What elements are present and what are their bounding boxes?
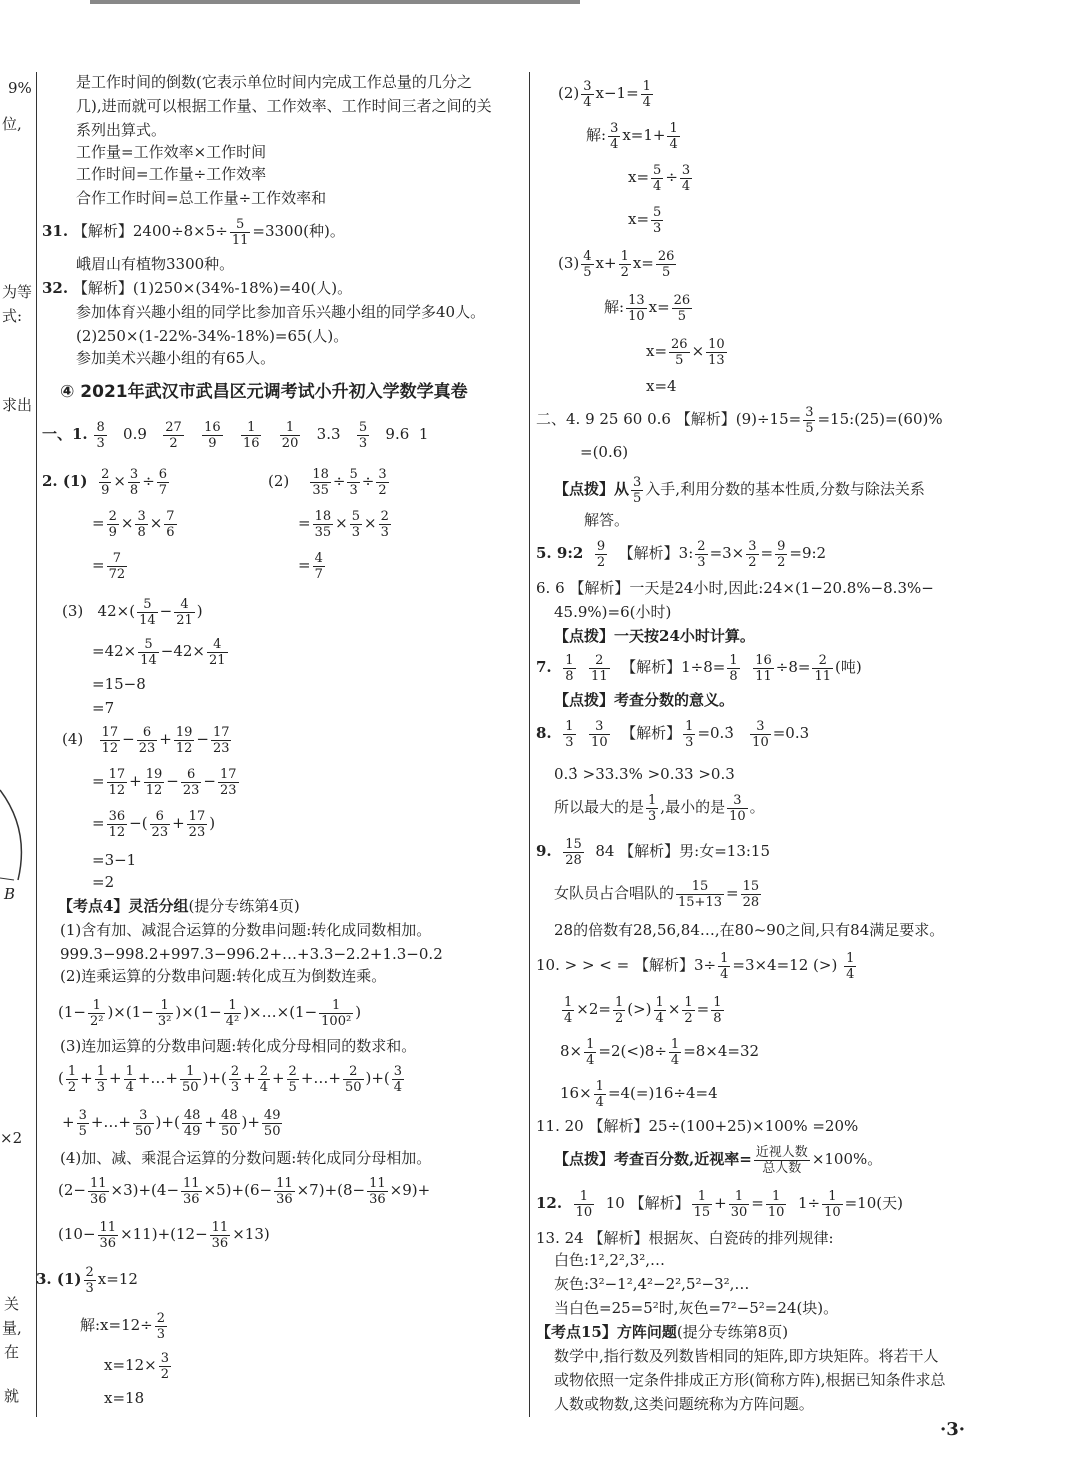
q9-line: 女队员占合唱队的 $\frac{15}{15+13}$ = $\frac{15}{28}$ [554, 878, 760, 910]
q4-line: =(0.6) [580, 443, 629, 461]
kd4-mixed-series: (2− $\frac{11}{36}$ ×3)+(4− $\frac{11}{36}$ ×5)+(6− $\frac{11}{36}$ ×7)+(8− $\frac{11}{36}$ ×9)+ [58, 1175, 431, 1207]
q3-2-step: 解: $\frac{3}{4}$ x=1+ $\frac{1}{4}$ [586, 120, 678, 152]
kd4-line: (4)加、减、乘混合运算的分数问题:转化成同分母相加。 [60, 1149, 432, 1167]
text-line: 合作工作时间=总工作量÷工作效率和 [76, 189, 327, 207]
text-line: 几),进而就可以根据工作量、工作效率、工作时间三者之间的关 [76, 97, 492, 115]
q31-answer: 峨眉山有植物3300种。 [76, 255, 235, 273]
kd4-mixed-series-cont: (10− $\frac{11}{36}$ ×11)+(12− $\frac{11}{36}$ ×13) [58, 1219, 270, 1251]
q10-line: 16× $\frac{1}{4}$ =4(=)16÷4=4 [560, 1078, 718, 1110]
q3-1-result: x=18 [104, 1389, 145, 1407]
q3-2-result: x= $\frac{5}{3}$ [628, 204, 662, 236]
q2-2-result: = $\frac{4}{7}$ [298, 550, 323, 582]
kd4-line: (1)含有加、减混合运算的分数串问题:转化成同数相加。 [60, 921, 432, 939]
q32-line: 【解析】(1)250×(34%-18%)=40(人)。 [72, 279, 353, 297]
q7-tip: 【点拨】考查分数的意义。 [554, 691, 735, 709]
kaodian-4-header: 【考点4】灵活分组(提分专练第4页) [58, 897, 300, 915]
margin-text: B [4, 885, 16, 903]
q13-line: 白色:1²,2²,3²,… [554, 1251, 666, 1269]
margin-text: 就 [4, 1387, 20, 1405]
q2-4-step: = $\frac{17}{12}$ + $\frac{19}{12}$ − $\frac{6}{23}$ − $\frac{17}{23}$ [92, 766, 237, 798]
q6-line: 45.9%)=6(小时) [554, 603, 672, 621]
margin-text: 为等 [2, 283, 33, 301]
question-number: 一、1. [42, 425, 88, 443]
q2-2: (2) $\frac{18}{35}$ ÷ $\frac{5}{3}$ ÷ $\frac{3}{2}$ [268, 466, 387, 498]
q10-line: 8× $\frac{1}{4}$ =2(<)8÷ $\frac{1}{4}$ =8×4=32 [560, 1036, 760, 1068]
text-line: 系列出算式。 [76, 121, 167, 139]
question-number: 31. [42, 222, 69, 240]
kd4-sum-series-cont: + $\frac{3}{5}$ +…+ $\frac{3}{50}$ )+( $\frac{48}{49}$ + $\frac{48}{50}$ )+ $\frac{49}{50}$ [62, 1107, 281, 1139]
kd4-sum-series: ( $\frac{1}{2}$ + $\frac{1}{3}$ + $\frac{1}{4}$ +…+ $\frac{1}{50}$ )+( $\frac{2}{3}$ + $\frac{2}{4}$ + $\frac{2}{5}$ +…+ $\frac{2}{50}$ )+( $\frac{3}{4}$ [58, 1063, 403, 1095]
kd15-line: 人数或物数,这类问题统称为方阵问题。 [554, 1395, 814, 1413]
q5: 5. 9:2 $\frac{9}{2}$ 【解析】3: $\frac{2}{3}$ =3× $\frac{3}{2}$ = $\frac{9}{2}$ =9:2 [536, 538, 827, 570]
margin-text: 9% [8, 79, 32, 97]
margin-text: 式: [2, 307, 23, 325]
text-line: 工作量=工作效率×工作时间 [76, 143, 267, 161]
q2-4-step: = $\frac{36}{12}$ −( $\frac{6}{23}$ + $\frac{17}{23}$ ) [92, 808, 216, 840]
page-number: ·3· [940, 1419, 966, 1440]
fraction: $\frac{5}{11}$ [231, 216, 249, 248]
column-divider [36, 72, 37, 1417]
q3-2-step: x= $\frac{5}{4}$ ÷ $\frac{3}{4}$ [628, 162, 691, 194]
q9-line: 28的倍数有28,56,84…,在80~90之间,只有84满足要求。 [554, 921, 945, 939]
q11-tip: 【点拨】考查百分数,近视率= $\frac{\text{近视人数}}{\text{总人数}}$ ×100%。 [554, 1144, 883, 1176]
q3-3-step: x= $\frac{26}{5}$ × $\frac{10}{13}$ [646, 336, 725, 368]
q7: 7. $\frac{1}{8}$ $\frac{2}{11}$ 【解析】1÷8= $\frac{1}{8}$ $\frac{16}{11}$ ÷8= $\frac{2}{11}$ (吨) [536, 652, 862, 684]
q32-line: (2)250×(1-22%-34%-18%)=65(人)。 [76, 327, 349, 345]
margin-text: 量, [2, 1319, 22, 1337]
question-31 [42, 214, 345, 248]
margin-text: 在 [4, 1343, 20, 1361]
q10: 10. > > < = 【解析】3÷ $\frac{1}{4}$ =3×4=12 (>) $\frac{1}{4}$ [536, 950, 855, 982]
q2-1-result: = $\frac{7}{72}$ [92, 550, 126, 582]
q13-line: 灰色:3²−1²,4²−2²,5²−3²,… [554, 1275, 750, 1293]
q2-1: 2. (1) $\frac{2}{9}$ × $\frac{3}{8}$ ÷ $\frac{6}{7}$ [42, 466, 168, 498]
q6-tip: 【点拨】一天按24小时计算。 [554, 627, 755, 645]
q11: 11. 20 【解析】25÷(100+25)×100% =20% [536, 1117, 859, 1135]
q31-tail: =3300(种)。 [252, 222, 345, 240]
section-title: ④ 2021年武汉市武昌区元调考试小升初入学数学真卷 [60, 382, 468, 402]
q2-4: (4) $\frac{17}{12}$ − $\frac{6}{23}$ + $\frac{19}{12}$ − $\frac{17}{23}$ [62, 724, 230, 756]
q4-tip: 【点拨】从 $\frac{3}{5}$ 入手,利用分数的基本性质,分数与除法关系 [554, 474, 925, 506]
circle-arc-figure [0, 780, 40, 900]
margin-text: ×2 [0, 1129, 23, 1147]
q2-3-step: =15−8 [92, 675, 146, 693]
q6: 6. 6 【解析】一天是24小时,因此:24×(1−20.8%−8.3%− [536, 579, 934, 597]
q2-2-step: = $\frac{18}{35}$ × $\frac{5}{3}$ × $\frac{2}{3}$ [298, 508, 389, 540]
q3-2: (2) $\frac{3}{4}$ x−1= $\frac{1}{4}$ [558, 78, 651, 110]
section-1-answers: 一、1. $\frac{8}{3}$ 0.9 $\frac{27}{2}$ $\frac{16}{9}$ $\frac{1}{16}$ $\frac{1}{20}$ 3.3 $\frac{5}{3}$ 9.6 1 [42, 419, 429, 451]
q3-1-step: x=12× $\frac{3}{2}$ [104, 1350, 169, 1382]
text-line: 工作时间=工作量÷工作效率 [76, 165, 267, 183]
q10-line: $\frac{1}{4}$ ×2= $\frac{1}{2}$ (>) $\frac{1}{4}$ × $\frac{1}{2}$ = $\frac{1}{8}$ [564, 994, 722, 1026]
q3-3: (3) $\frac{4}{5}$ x+ $\frac{1}{2}$ x= $\frac{26}{5}$ [558, 248, 675, 280]
q2-3-result: =7 [92, 699, 115, 717]
question-32 [42, 278, 352, 298]
q4-tip-line: 解答。 [584, 511, 630, 529]
q4: 二、4. 9 25 60 0.6 【解析】(9)÷15= $\frac{3}{5}$ =15:(25)=(60)% [536, 404, 943, 436]
q32-line: 参加美术兴趣小组的有65人。 [76, 349, 276, 367]
q31-text: 【解析】2400÷8×5÷ [72, 222, 228, 240]
margin-text: 求出 [2, 396, 33, 414]
q2-4-result: =2 [92, 873, 115, 891]
kd15-line: 数学中,指行数及列数皆相同的矩阵,即方块矩阵。将若干人 [554, 1347, 939, 1365]
kaodian-15-header: 【考点15】方阵问题(提分专练第8页) [536, 1323, 789, 1341]
q3-1-step: 解:x=12÷ $\frac{2}{3}$ [80, 1310, 166, 1342]
q2-3-step: =42× $\frac{5}{14}$ −42× $\frac{4}{21}$ [92, 636, 226, 668]
q13-line: 当白色=25=5²时,灰色=7²−5²=24(块)。 [554, 1299, 839, 1317]
text-line: 是工作时间的倒数(它表示单位时间内完成工作总量的几分之 [76, 73, 472, 91]
kd4-line: (3)连加运算的分数串问题:转化成分母相同的数求和。 [60, 1037, 417, 1055]
column-divider [529, 72, 530, 1417]
q13: 13. 24 【解析】根据灰、白瓷砖的排列规律: [536, 1229, 834, 1247]
q2-4-step: =3−1 [92, 851, 137, 869]
q2-1-step: = $\frac{2}{9}$ × $\frac{3}{8}$ × $\frac{7}{6}$ [92, 508, 175, 540]
margin-text: 关 [4, 1295, 20, 1313]
q8-conclusion: 所以最大的是 $\frac{1}{3}$ ,最小的是 $\frac{3}{10}$ 。 [554, 792, 765, 824]
q12: 12. $\frac{1}{10}$ 10 【解析】 $\frac{1}{15}$ + $\frac{1}{30}$ = $\frac{1}{10}$ 1÷ $\frac{1}{10}$ =10(天) [536, 1188, 903, 1220]
q8-line: 0.3̇ >33.3% >0.33 >0.3 [554, 765, 735, 783]
kd4-product-series: (1− $\frac{1}{\text{2²}}$ )×(1− $\frac{1}{\text{3²}}$ )×(1− $\frac{1}{\text{4²}}$ )×…×(1− $\frac{1}{\text{100²}}$ ) [58, 997, 362, 1029]
q32-line: 参加体育兴趣小组的同学比参加音乐兴趣小组的同学多40人。 [76, 303, 486, 321]
q3-1: 3. (1) $\frac{2}{3}$ x=12 [36, 1264, 138, 1296]
q3-3-result: x=4 [646, 377, 677, 395]
q8: 8. $\frac{1}{3}$ $\frac{3}{10}$ 【解析】 $\frac{1}{3}$ =0.3̇ $\frac{3}{10}$ =0.3 [536, 718, 810, 750]
q9: 9. $\frac{15}{28}$ 84 【解析】男:女=13:15 [536, 836, 771, 868]
question-number: 32. [42, 279, 69, 297]
q3-3-step: 解: $\frac{13}{10}$ x= $\frac{26}{5}$ [604, 292, 691, 324]
kd4-line: 999.3−998.2+997.3−996.2+…+3.3−2.2+1.3−0.2 [60, 945, 443, 963]
top-strip [90, 0, 580, 4]
margin-text: 位, [2, 115, 22, 133]
kd4-line: (2)连乘运算的分数串问题:转化成互为倒数连乘。 [60, 967, 387, 985]
kd15-line: 或物依照一定条件排成正方形(简称方阵),根据已知条件求总 [554, 1371, 946, 1389]
q2-3: (3) 42×( $\frac{5}{14}$ − $\frac{4}{21}$ ) [62, 596, 203, 628]
